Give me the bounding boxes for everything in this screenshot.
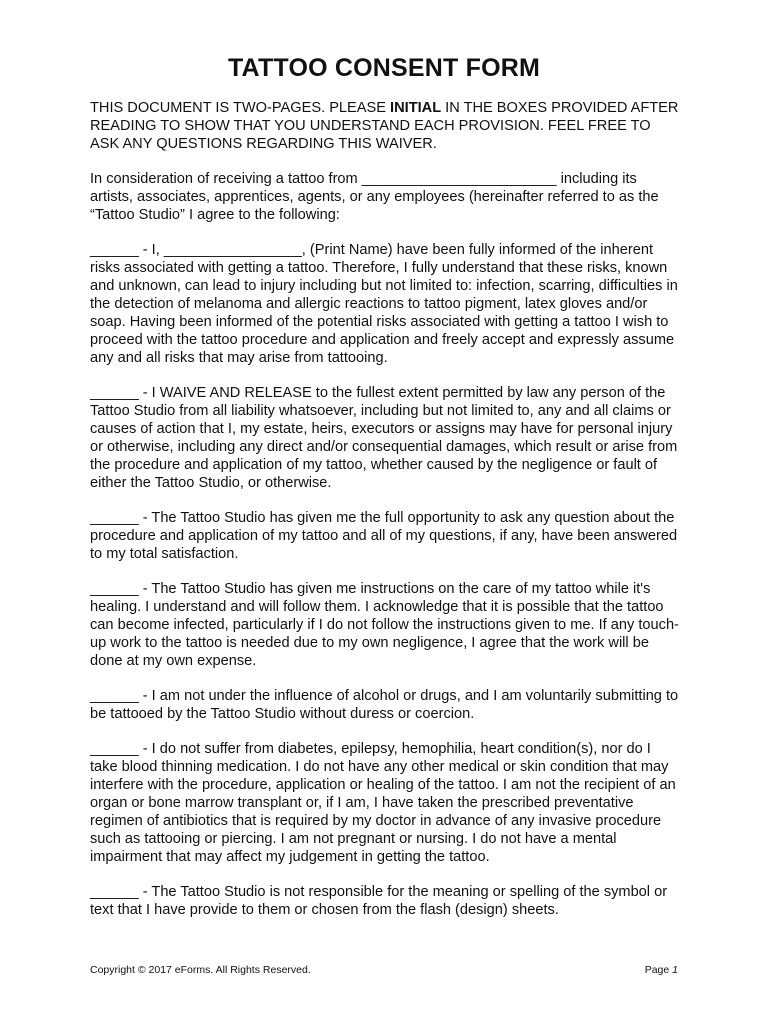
- provision-risks: ______ - I, _________________, (Print Name) have been fully informed of the inherent risks associated with getting a tattoo. Therefore, I fully understand that these risks, known and unknown, can lead to injury including but not limited to: infection, scarring, difficulties in the detection of melanoma and allergic reactions to tattoo pigment, latex gloves and/or soap. Having been informed of the potential risks associated with getting a tattoo I wish to proceed with the tattoo procedure and application and freely accept and expressly assume any and all risks that may arise from tattooing.: [90, 242, 678, 366]
- provision-aftercare: ______ - The Tattoo Studio has given me instructions on the care of my tattoo while it's healing. I understand and will follow them. I acknowledge that it is possible that the tattoo can become infected, particularly if I do not follow the instructions given to me. If any touch-up work to the tattoo is needed due to my own negligence, I agree that the work will be done at my own expense.: [90, 581, 679, 669]
- provision-medical: ______ - I do not suffer from diabetes, epilepsy, hemophilia, heart condition(s), nor do I take blood thinning medication. I do not have any other medical or skin condition that may interfere with the procedure, application or healing of the tattoo. I am not the recipient of an organ or bone marrow transplant or, if I am, I have taken the prescribed preventative regimen of antibiotics that is required by my doctor in advance of any invasive procedure such as tattooing or piercing. I am not pregnant or nursing. I do not have a mental impairment that may affect my judgement in getting the tattoo.: [90, 741, 676, 865]
- footer-page-number: [645, 964, 678, 976]
- intro-text-end: IN THE BOXES PROVIDED AFTER READING TO SHOW THAT YOU UNDERSTAND EACH PROVISION. FEEL FREE TO ASK ANY QUESTIONS REGARDING THIS WAIVER.: [90, 100, 679, 152]
- provision-design-responsibility: ______ - The Tattoo Studio is not responsible for the meaning or spelling of the symbol or text that I have provide to them or chosen from the flash (design) sheets.: [90, 884, 668, 918]
- document-body: [90, 99, 680, 936]
- footer-copyright: Copyright © 2017 eForms. All Rights Reserved.: [90, 964, 311, 976]
- provision-sobriety: ______ - I am not under the influence of alcohol or drugs, and I am voluntarily submitting to be tattooed by the Tattoo Studio without duress or coercion.: [90, 688, 679, 722]
- consideration-paragraph: In consideration of receiving a tattoo from ________________________ including its artists, associates, apprentices, agents, or any employees (hereinafter referred to as the “Tattoo Studio” I agree to the following:: [90, 171, 659, 223]
- provision-questions-answered: ______ - The Tattoo Studio has given me the full opportunity to ask any question about the procedure and application of my tattoo and all of my questions, if any, have been answered to my total satisfaction.: [90, 510, 678, 562]
- intro-paragraph: [90, 99, 680, 153]
- intro-initial-emphasis: INITIAL: [390, 100, 442, 116]
- provision-waiver-release: ______ - I WAIVE AND RELEASE to the fullest extent permitted by law any person of the Tattoo Studio from all liability whatsoever, including but not limited to, any and all claims or causes of action that I, my estate, heirs, executors or assigns may have for personal injury or otherwise, including any direct and/or consequential damages, which result or arise from the procedure and application of my tattoo, whether caused by the negligence or fault of either the Tattoo Studio, or otherwise.: [90, 385, 678, 491]
- page-number: 1: [672, 964, 678, 976]
- page-label: Page: [644, 964, 673, 976]
- page-title: TATTOO CONSENT FORM: [227, 54, 541, 82]
- intro-text-start: THIS DOCUMENT IS TWO-PAGES. PLEASE: [90, 100, 391, 116]
